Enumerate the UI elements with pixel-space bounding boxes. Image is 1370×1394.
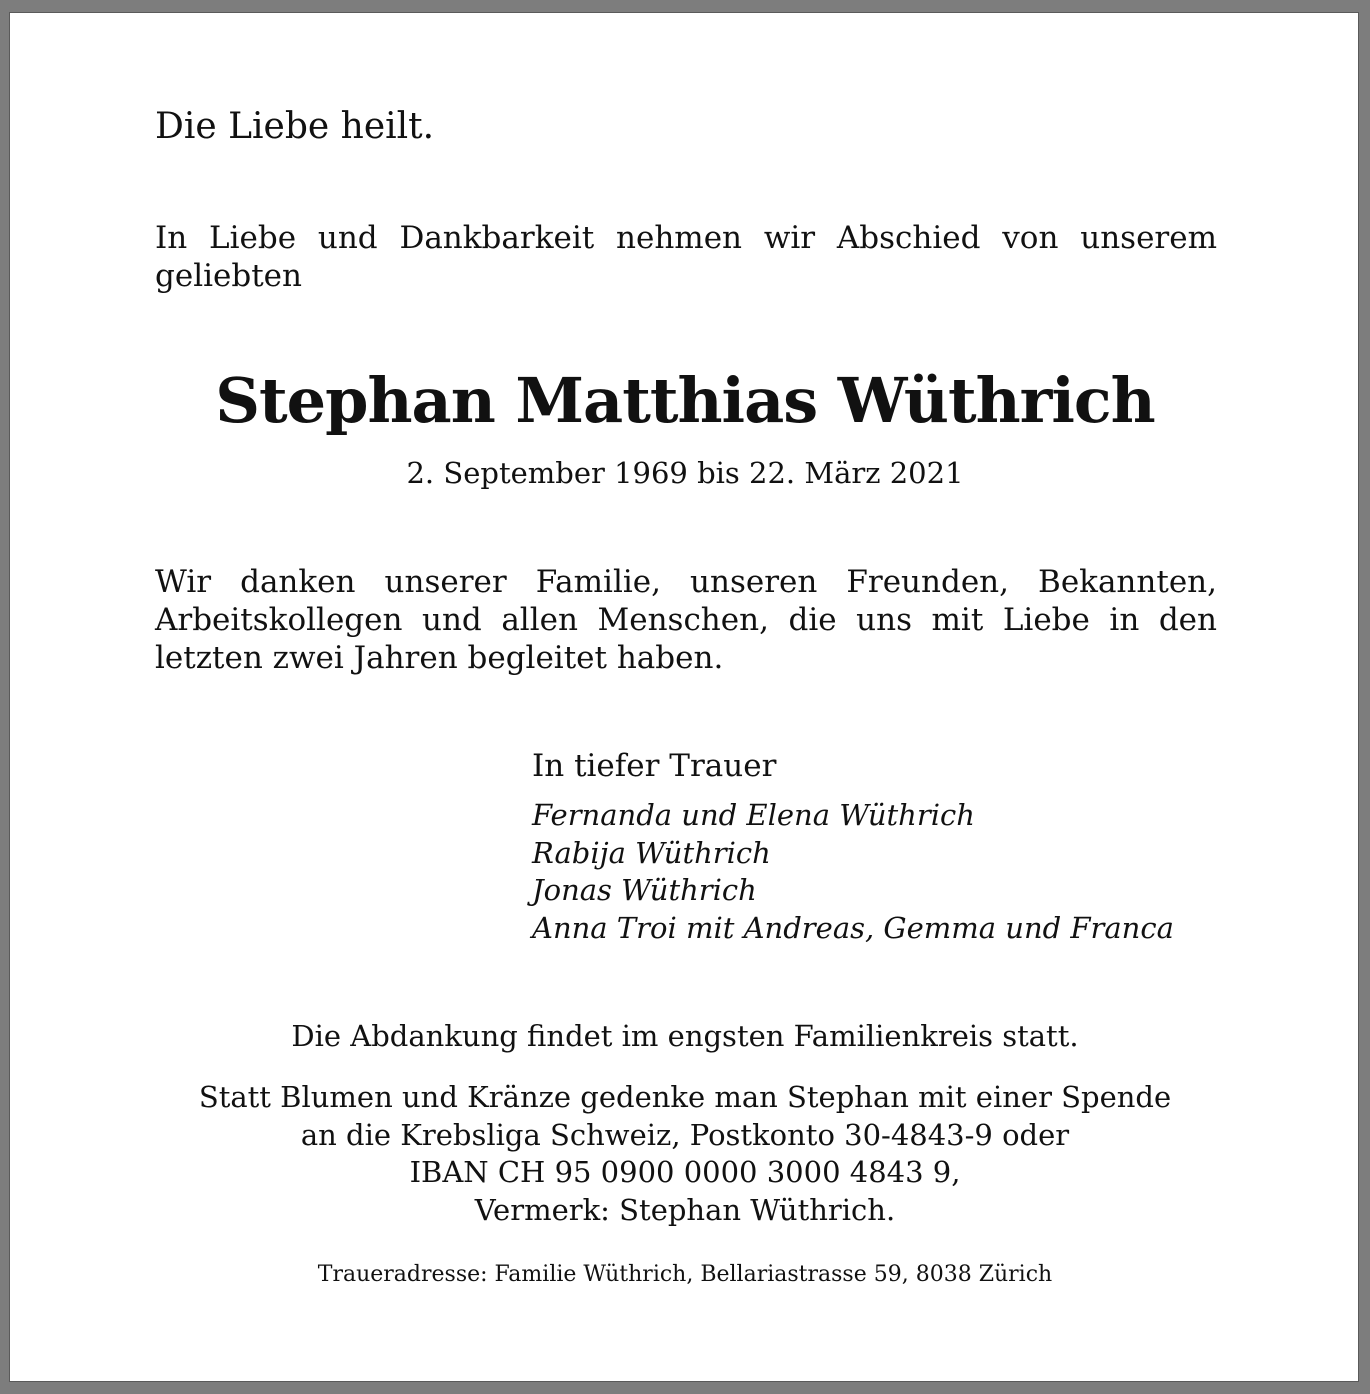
mourners-list [532, 797, 1174, 947]
intro-text: In Liebe und Dankbarkeit nehmen wir Abschied von unserem geliebten [155, 220, 1217, 294]
motto: Die Liebe heilt. [155, 106, 435, 147]
life-dates: 2. September 1969 bis 22. März 2021 [406, 456, 964, 490]
mourner: Rabija Wüthrich [532, 835, 771, 870]
ceremony-note: Die Abdankung findet im engsten Familienkreis statt. [291, 1019, 1079, 1053]
donation-line: Vermerk: Stephan Wüthrich. [474, 1192, 896, 1227]
donation-line: an die Krebsliga Schweiz, Postkonto 30-4843-9 oder [300, 1117, 1070, 1152]
donation-line: IBAN CH 95 0900 0000 3000 4843 9, [409, 1155, 961, 1189]
obituary-notice [9, 12, 1359, 1382]
mourner: Anna Troi mit Andreas, Gemma und Franca [532, 910, 1174, 945]
mourner: Fernanda und Elena Wüthrich [532, 798, 975, 832]
deceased-name: Stephan Matthias Wüthrich [215, 364, 1155, 437]
mourner: Jonas Wüthrich [532, 873, 757, 907]
donation-line: Statt Blumen und Kränze gedenke man Stephan mit einer Spende [198, 1080, 1172, 1114]
mourning-address: Traueradresse: Familie Wüthrich, Bellariastrasse 59, 8038 Zürich [317, 1262, 1053, 1287]
thanks-text: Wir danken unserer Familie, unseren Freunden, Bekannten, Arbeitskollegen und allen Menschen, die uns mit Liebe in den letzten zwei Jahren begleitet haben. [155, 564, 1217, 676]
mourning-heading: In tiefer Trauer [532, 748, 777, 784]
donation-note [10, 1079, 1360, 1229]
